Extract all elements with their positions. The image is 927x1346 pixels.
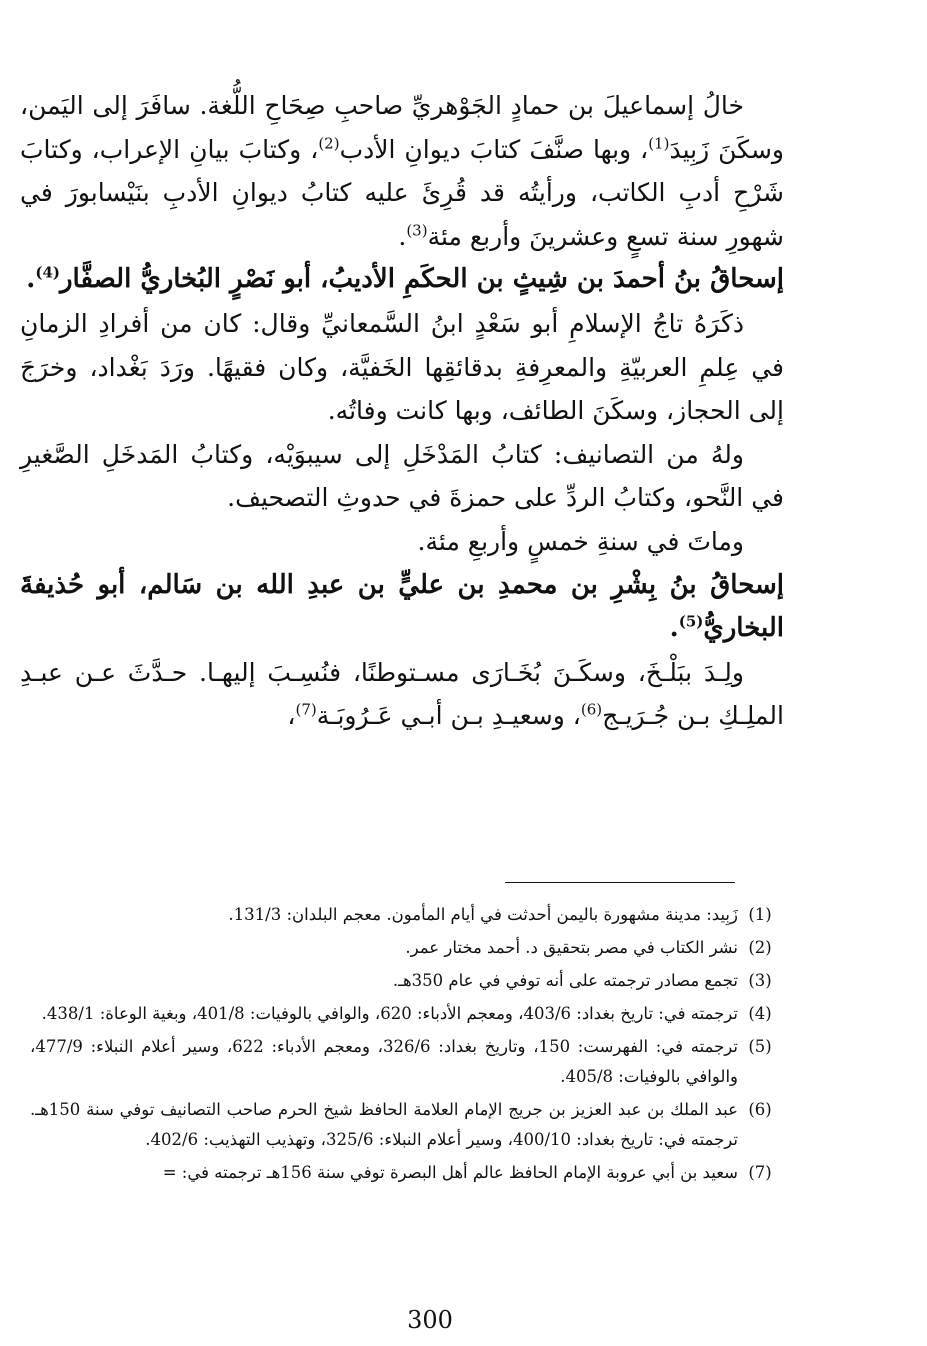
footnote-6 xyxy=(30,1095,782,1155)
paragraph-3: ولهُ من التصانيف: كتابُ المَدْخَلِ إلى سيبوَيْه، وكتابُ المَدخَلِ الصَّغيرِ في النَّحو، وكتابُ الردِّ على حمزةَ في حدوثِ التصحيف. xyxy=(20,439,784,513)
page-number: 300 xyxy=(407,1306,453,1334)
footnote-number: (7) xyxy=(748,1163,772,1182)
main-text xyxy=(20,84,784,738)
footnote-ref-5: (5) xyxy=(678,612,704,631)
paragraph-1 xyxy=(20,84,784,258)
entry-heading-1-text: إسحاقُ بنُ أحمدَ بن شِيثٍ بن الحكَمِ الأديبُ، أبو نَصْرٍ البُخاريُّ الصفَّار xyxy=(59,264,784,295)
paragraph-1-part-b: ، وبها صنَّفَ كتابَ ديوانِ الأدب xyxy=(339,134,649,164)
paragraph-1-part-d: . xyxy=(398,221,407,251)
footnote-number: (6) xyxy=(748,1100,772,1119)
footnote-4 xyxy=(30,999,782,1029)
footnote-3 xyxy=(30,966,782,996)
footnote-text: زَبِيد: مدينة مشهورة باليمن أحدثت في أيام المأمون. معجم البلدان: 131/3. xyxy=(228,905,738,924)
footnote-number: (4) xyxy=(748,1004,772,1023)
entry-heading-2 xyxy=(20,564,784,651)
footnote-ref-3: (3) xyxy=(406,221,428,240)
footnote-number: (3) xyxy=(748,971,772,990)
entry-heading-1 xyxy=(20,258,784,302)
entry-heading-1-end: . xyxy=(26,264,36,295)
paragraph-4: وماتَ في سنةِ خمسٍ وأربعِ مئة. xyxy=(417,526,744,556)
footnote-text: عبد الملك بن عبد العزيز بن جريج الإمام العلامة الحافظ شيخ الحرم صاحب التصانيف توفي سنة 150هـ. ترجمته في: تاريخ بغداد: 400/10، وسير أعلام النبلاء: 325/6، وتهذيب التهذيب: 402/6. xyxy=(30,1100,738,1149)
footnote-separator xyxy=(505,882,735,883)
footnote-ref-7: (7) xyxy=(295,700,317,719)
footnotes xyxy=(30,900,782,1191)
footnote-ref-1: (1) xyxy=(648,134,670,153)
footnote-number: (1) xyxy=(748,905,772,924)
paragraph-5-part-a: ولِـدَ ببَلْـخَ، وسكَـنَ بُخَـارَى مسـتوطنًا، فنُسِـبَ إليهـا. حـدَّثَ عـن عبـدِ الملِـكِ بـن جُـرَيـج xyxy=(20,657,784,731)
footnote-text: سعيد بن أبي عروبة الإمام الحافظ عالم أهل البصرة توفي سنة 156هـ ترجمته في: = xyxy=(162,1163,738,1182)
footnote-2 xyxy=(30,933,782,963)
footnote-number: (5) xyxy=(748,1037,772,1056)
footnote-text: ترجمته في: الفهرست: 150، وتاريخ بغداد: 326/6، ومعجم الأدباء: 622، وسير أعلام النبلاء: 477/9، والوافي بالوفيات: 405/8. xyxy=(30,1037,738,1086)
footnote-number: (2) xyxy=(748,938,772,957)
footnote-ref-4: (4) xyxy=(35,263,60,282)
entry-heading-2-end: . xyxy=(669,613,679,644)
footnote-5 xyxy=(30,1032,782,1092)
paragraph-5 xyxy=(20,651,784,738)
paragraph-2: ذكَرَهُ تاجُ الإسلامِ أبو سَعْدٍ ابنُ السَّمعانيِّ وقال: كان من أفرادِ الزمانِ في عِلمِ العربيّةِ والمعرِفةِ بدقائقِها الخَفيَّة، وكان فقيهًا. ورَدَ بَغْداد، وخرَجَ إلى الحجاز، وسكَنَ الطائف، وبها كانت وفاتُه. xyxy=(20,308,784,426)
footnote-7 xyxy=(30,1158,782,1188)
entry-heading-2-text: إسحاقُ بنُ بِشْرِ بن محمدِ بن عليٍّ بن عبدِ الله بن سَالم، أبو حُذيفةَ البخاريُّ xyxy=(20,569,784,644)
footnote-text: نشر الكتاب في مصر بتحقيق د. أحمد مختار عمر. xyxy=(405,938,738,957)
footnote-ref-6: (6) xyxy=(580,700,603,719)
footnote-ref-2: (2) xyxy=(318,134,340,153)
paragraph-5-part-c: ، xyxy=(287,701,296,731)
footnote-text: تجمع مصادر ترجمته على أنه توفي في عام 350هـ. xyxy=(392,971,738,990)
footnote-text: ترجمته في: تاريخ بغداد: 403/6، ومعجم الأدباء: 620، والوافي بالوفيات: 401/8، وبغية الوعاة: 438/1. xyxy=(41,1004,738,1023)
paragraph-1-part-a: خالُ إسماعيلَ بن حمادٍ الجَوْهريِّ صاحبِ صِحَاحِ اللُّغة. سافَرَ إلى اليَمن، وسكَنَ زَبِيدَ xyxy=(20,91,784,164)
footnote-1 xyxy=(30,900,782,930)
paragraph-1-part-c: ، وكتابَ بيانِ الإعراب، وكتابَ شَرْحِ أدبِ الكاتب، ورأيتُه قد قُرِئَ عليه كتابُ ديوانِ الأدبِ بنَيْسابورَ في شهورِ سنة تسعٍ وعشرينَ وأربع مئة xyxy=(20,134,784,251)
paragraph-5-part-b: ، وسعيـدِ بـن أبـي عَـرُوبَـة xyxy=(316,701,581,731)
